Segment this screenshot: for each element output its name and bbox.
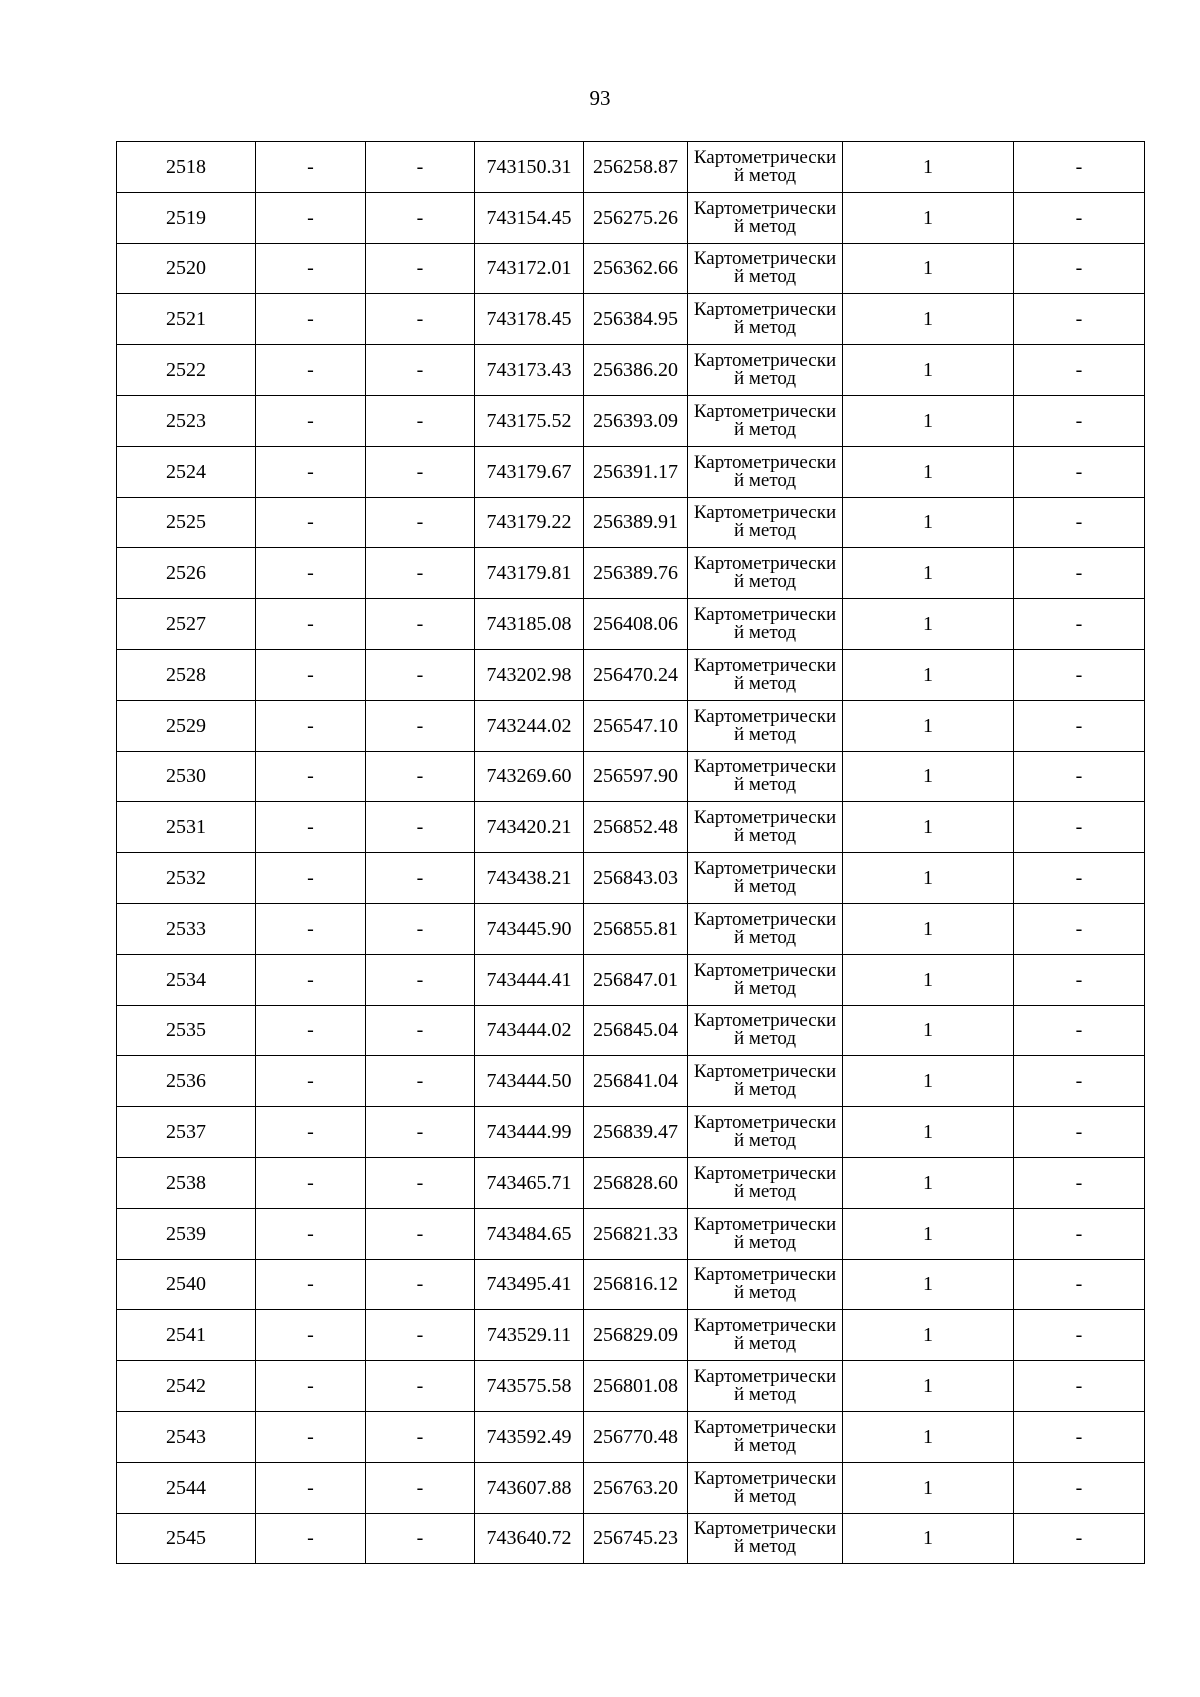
accuracy-cell: 1 bbox=[843, 243, 1014, 294]
point-number-cell: 2531 bbox=[117, 802, 256, 853]
description-cell: - bbox=[1014, 192, 1145, 243]
x-old-cell: - bbox=[256, 853, 366, 904]
y-old-cell: - bbox=[366, 802, 475, 853]
method-cell: Картометрический метод bbox=[688, 1310, 843, 1361]
x-old-cell: - bbox=[256, 142, 366, 193]
description-cell: - bbox=[1014, 903, 1145, 954]
method-cell: Картометрический метод bbox=[688, 1462, 843, 1513]
description-cell: - bbox=[1014, 294, 1145, 345]
point-number-cell: 2538 bbox=[117, 1157, 256, 1208]
description-cell: - bbox=[1014, 954, 1145, 1005]
table-row bbox=[117, 1513, 1145, 1564]
point-number-cell: 2540 bbox=[117, 1259, 256, 1310]
x-old-cell: - bbox=[256, 1208, 366, 1259]
method-cell: Картометрический метод bbox=[688, 751, 843, 802]
description-cell: - bbox=[1014, 1361, 1145, 1412]
x-old-cell: - bbox=[256, 700, 366, 751]
table-row bbox=[117, 649, 1145, 700]
y-old-cell: - bbox=[366, 294, 475, 345]
point-number-cell: 2545 bbox=[117, 1513, 256, 1564]
description-cell: - bbox=[1014, 1107, 1145, 1158]
y-old-cell: - bbox=[366, 1361, 475, 1412]
description-cell: - bbox=[1014, 802, 1145, 853]
y-coordinate-cell: 256408.06 bbox=[584, 599, 688, 650]
table-row bbox=[117, 802, 1145, 853]
x-coordinate-cell: 743484.65 bbox=[475, 1208, 584, 1259]
description-cell: - bbox=[1014, 345, 1145, 396]
y-coordinate-cell: 256816.12 bbox=[584, 1259, 688, 1310]
y-coordinate-cell: 256386.20 bbox=[584, 345, 688, 396]
method-cell: Картометрический метод bbox=[688, 548, 843, 599]
x-coordinate-cell: 743444.50 bbox=[475, 1056, 584, 1107]
x-old-cell: - bbox=[256, 345, 366, 396]
accuracy-cell: 1 bbox=[843, 1157, 1014, 1208]
x-coordinate-cell: 743154.45 bbox=[475, 192, 584, 243]
method-cell: Картометрический метод bbox=[688, 1361, 843, 1412]
table-row bbox=[117, 497, 1145, 548]
y-old-cell: - bbox=[366, 192, 475, 243]
table-row bbox=[117, 446, 1145, 497]
x-coordinate-cell: 743172.01 bbox=[475, 243, 584, 294]
x-coordinate-cell: 743444.99 bbox=[475, 1107, 584, 1158]
accuracy-cell: 1 bbox=[843, 853, 1014, 904]
x-old-cell: - bbox=[256, 599, 366, 650]
description-cell: - bbox=[1014, 599, 1145, 650]
description-cell: - bbox=[1014, 243, 1145, 294]
method-cell: Картометрический метод bbox=[688, 853, 843, 904]
y-coordinate-cell: 256801.08 bbox=[584, 1361, 688, 1412]
x-coordinate-cell: 743420.21 bbox=[475, 802, 584, 853]
y-coordinate-cell: 256384.95 bbox=[584, 294, 688, 345]
accuracy-cell: 1 bbox=[843, 294, 1014, 345]
x-old-cell: - bbox=[256, 294, 366, 345]
x-old-cell: - bbox=[256, 446, 366, 497]
method-cell: Картометрический метод bbox=[688, 243, 843, 294]
y-coordinate-cell: 256839.47 bbox=[584, 1107, 688, 1158]
x-old-cell: - bbox=[256, 751, 366, 802]
x-coordinate-cell: 743465.71 bbox=[475, 1157, 584, 1208]
accuracy-cell: 1 bbox=[843, 142, 1014, 193]
description-cell: - bbox=[1014, 700, 1145, 751]
point-number-cell: 2519 bbox=[117, 192, 256, 243]
accuracy-cell: 1 bbox=[843, 395, 1014, 446]
description-cell: - bbox=[1014, 1310, 1145, 1361]
description-cell: - bbox=[1014, 1157, 1145, 1208]
table-row bbox=[117, 294, 1145, 345]
table-row bbox=[117, 142, 1145, 193]
y-coordinate-cell: 256597.90 bbox=[584, 751, 688, 802]
x-old-cell: - bbox=[256, 1361, 366, 1412]
accuracy-cell: 1 bbox=[843, 1513, 1014, 1564]
x-old-cell: - bbox=[256, 1056, 366, 1107]
y-coordinate-cell: 256470.24 bbox=[584, 649, 688, 700]
x-old-cell: - bbox=[256, 497, 366, 548]
accuracy-cell: 1 bbox=[843, 446, 1014, 497]
x-coordinate-cell: 743529.11 bbox=[475, 1310, 584, 1361]
y-coordinate-cell: 256828.60 bbox=[584, 1157, 688, 1208]
method-cell: Картометрический метод bbox=[688, 802, 843, 853]
table-row bbox=[117, 192, 1145, 243]
x-coordinate-cell: 743444.41 bbox=[475, 954, 584, 1005]
point-number-cell: 2530 bbox=[117, 751, 256, 802]
accuracy-cell: 1 bbox=[843, 700, 1014, 751]
accuracy-cell: 1 bbox=[843, 192, 1014, 243]
page-number: 93 bbox=[589, 86, 611, 110]
description-cell: - bbox=[1014, 1005, 1145, 1056]
y-coordinate-cell: 256843.03 bbox=[584, 853, 688, 904]
method-cell: Картометрический метод bbox=[688, 294, 843, 345]
y-old-cell: - bbox=[366, 1462, 475, 1513]
x-old-cell: - bbox=[256, 649, 366, 700]
y-coordinate-cell: 256847.01 bbox=[584, 954, 688, 1005]
point-number-cell: 2528 bbox=[117, 649, 256, 700]
method-cell: Картометрический метод bbox=[688, 345, 843, 396]
accuracy-cell: 1 bbox=[843, 1208, 1014, 1259]
y-old-cell: - bbox=[366, 1005, 475, 1056]
y-coordinate-cell: 256770.48 bbox=[584, 1411, 688, 1462]
method-cell: Картометрический метод bbox=[688, 1208, 843, 1259]
description-cell: - bbox=[1014, 1411, 1145, 1462]
method-cell: Картометрический метод bbox=[688, 142, 843, 193]
description-cell: - bbox=[1014, 1513, 1145, 1564]
table-row bbox=[117, 853, 1145, 904]
method-cell: Картометрический метод bbox=[688, 599, 843, 650]
y-old-cell: - bbox=[366, 954, 475, 1005]
x-old-cell: - bbox=[256, 1107, 366, 1158]
y-old-cell: - bbox=[366, 395, 475, 446]
method-cell: Картометрический метод bbox=[688, 497, 843, 548]
y-old-cell: - bbox=[366, 1513, 475, 1564]
x-coordinate-cell: 743178.45 bbox=[475, 294, 584, 345]
description-cell: - bbox=[1014, 751, 1145, 802]
accuracy-cell: 1 bbox=[843, 649, 1014, 700]
accuracy-cell: 1 bbox=[843, 1107, 1014, 1158]
y-coordinate-cell: 256829.09 bbox=[584, 1310, 688, 1361]
description-cell: - bbox=[1014, 548, 1145, 599]
x-coordinate-cell: 743179.67 bbox=[475, 446, 584, 497]
y-coordinate-cell: 256389.76 bbox=[584, 548, 688, 599]
table-row bbox=[117, 903, 1145, 954]
point-number-cell: 2539 bbox=[117, 1208, 256, 1259]
description-cell: - bbox=[1014, 1056, 1145, 1107]
x-old-cell: - bbox=[256, 395, 366, 446]
accuracy-cell: 1 bbox=[843, 1005, 1014, 1056]
y-coordinate-cell: 256763.20 bbox=[584, 1462, 688, 1513]
x-coordinate-cell: 743179.81 bbox=[475, 548, 584, 599]
y-old-cell: - bbox=[366, 497, 475, 548]
point-number-cell: 2526 bbox=[117, 548, 256, 599]
x-old-cell: - bbox=[256, 802, 366, 853]
x-coordinate-cell: 743202.98 bbox=[475, 649, 584, 700]
accuracy-cell: 1 bbox=[843, 548, 1014, 599]
method-cell: Картометрический метод bbox=[688, 903, 843, 954]
x-coordinate-cell: 743175.52 bbox=[475, 395, 584, 446]
method-cell: Картометрический метод bbox=[688, 954, 843, 1005]
y-coordinate-cell: 256275.26 bbox=[584, 192, 688, 243]
x-coordinate-cell: 743592.49 bbox=[475, 1411, 584, 1462]
y-coordinate-cell: 256547.10 bbox=[584, 700, 688, 751]
y-old-cell: - bbox=[366, 1310, 475, 1361]
table-row bbox=[117, 345, 1145, 396]
point-number-cell: 2532 bbox=[117, 853, 256, 904]
x-old-cell: - bbox=[256, 243, 366, 294]
method-cell: Картометрический метод bbox=[688, 395, 843, 446]
accuracy-cell: 1 bbox=[843, 1462, 1014, 1513]
method-cell: Картометрический метод bbox=[688, 1513, 843, 1564]
table-row bbox=[117, 954, 1145, 1005]
point-number-cell: 2521 bbox=[117, 294, 256, 345]
table-row bbox=[117, 1056, 1145, 1107]
table-row bbox=[117, 751, 1145, 802]
table-row bbox=[117, 1157, 1145, 1208]
table-row bbox=[117, 395, 1145, 446]
description-cell: - bbox=[1014, 853, 1145, 904]
point-number-cell: 2534 bbox=[117, 954, 256, 1005]
table-row bbox=[117, 1208, 1145, 1259]
description-cell: - bbox=[1014, 446, 1145, 497]
y-old-cell: - bbox=[366, 446, 475, 497]
y-old-cell: - bbox=[366, 903, 475, 954]
method-cell: Картометрический метод bbox=[688, 1005, 843, 1056]
x-coordinate-cell: 743444.02 bbox=[475, 1005, 584, 1056]
point-number-cell: 2524 bbox=[117, 446, 256, 497]
x-old-cell: - bbox=[256, 548, 366, 599]
x-old-cell: - bbox=[256, 1259, 366, 1310]
accuracy-cell: 1 bbox=[843, 802, 1014, 853]
point-number-cell: 2520 bbox=[117, 243, 256, 294]
y-coordinate-cell: 256258.87 bbox=[584, 142, 688, 193]
y-old-cell: - bbox=[366, 548, 475, 599]
point-number-cell: 2518 bbox=[117, 142, 256, 193]
y-coordinate-cell: 256841.04 bbox=[584, 1056, 688, 1107]
coordinates-table bbox=[116, 141, 1145, 1564]
accuracy-cell: 1 bbox=[843, 497, 1014, 548]
y-coordinate-cell: 256391.17 bbox=[584, 446, 688, 497]
method-cell: Картометрический метод bbox=[688, 649, 843, 700]
x-coordinate-cell: 743445.90 bbox=[475, 903, 584, 954]
x-old-cell: - bbox=[256, 192, 366, 243]
y-coordinate-cell: 256852.48 bbox=[584, 802, 688, 853]
x-old-cell: - bbox=[256, 954, 366, 1005]
y-coordinate-cell: 256845.04 bbox=[584, 1005, 688, 1056]
point-number-cell: 2529 bbox=[117, 700, 256, 751]
y-old-cell: - bbox=[366, 853, 475, 904]
description-cell: - bbox=[1014, 1259, 1145, 1310]
table-row bbox=[117, 1310, 1145, 1361]
y-old-cell: - bbox=[366, 1259, 475, 1310]
point-number-cell: 2536 bbox=[117, 1056, 256, 1107]
x-coordinate-cell: 743495.41 bbox=[475, 1259, 584, 1310]
x-old-cell: - bbox=[256, 1462, 366, 1513]
table-row bbox=[117, 1361, 1145, 1412]
x-coordinate-cell: 743150.31 bbox=[475, 142, 584, 193]
table-row bbox=[117, 700, 1145, 751]
y-old-cell: - bbox=[366, 1208, 475, 1259]
method-cell: Картометрический метод bbox=[688, 192, 843, 243]
method-cell: Картометрический метод bbox=[688, 1157, 843, 1208]
x-coordinate-cell: 743244.02 bbox=[475, 700, 584, 751]
table-row bbox=[117, 599, 1145, 650]
y-coordinate-cell: 256389.91 bbox=[584, 497, 688, 548]
accuracy-cell: 1 bbox=[843, 903, 1014, 954]
method-cell: Картометрический метод bbox=[688, 1259, 843, 1310]
point-number-cell: 2541 bbox=[117, 1310, 256, 1361]
x-coordinate-cell: 743269.60 bbox=[475, 751, 584, 802]
method-cell: Картометрический метод bbox=[688, 446, 843, 497]
accuracy-cell: 1 bbox=[843, 1411, 1014, 1462]
y-coordinate-cell: 256362.66 bbox=[584, 243, 688, 294]
description-cell: - bbox=[1014, 1208, 1145, 1259]
y-old-cell: - bbox=[366, 1056, 475, 1107]
point-number-cell: 2527 bbox=[117, 599, 256, 650]
table-row bbox=[117, 1462, 1145, 1513]
x-old-cell: - bbox=[256, 1513, 366, 1564]
accuracy-cell: 1 bbox=[843, 1259, 1014, 1310]
x-old-cell: - bbox=[256, 903, 366, 954]
point-number-cell: 2533 bbox=[117, 903, 256, 954]
y-old-cell: - bbox=[366, 243, 475, 294]
y-old-cell: - bbox=[366, 751, 475, 802]
x-coordinate-cell: 743179.22 bbox=[475, 497, 584, 548]
x-old-cell: - bbox=[256, 1005, 366, 1056]
x-old-cell: - bbox=[256, 1411, 366, 1462]
y-old-cell: - bbox=[366, 1107, 475, 1158]
y-old-cell: - bbox=[366, 1157, 475, 1208]
method-cell: Картометрический метод bbox=[688, 1411, 843, 1462]
point-number-cell: 2535 bbox=[117, 1005, 256, 1056]
x-coordinate-cell: 743438.21 bbox=[475, 853, 584, 904]
y-coordinate-cell: 256393.09 bbox=[584, 395, 688, 446]
description-cell: - bbox=[1014, 1462, 1145, 1513]
table-row bbox=[117, 1107, 1145, 1158]
x-old-cell: - bbox=[256, 1157, 366, 1208]
accuracy-cell: 1 bbox=[843, 1310, 1014, 1361]
x-coordinate-cell: 743575.58 bbox=[475, 1361, 584, 1412]
method-cell: Картометрический метод bbox=[688, 700, 843, 751]
table-row bbox=[117, 1005, 1145, 1056]
accuracy-cell: 1 bbox=[843, 599, 1014, 650]
y-old-cell: - bbox=[366, 345, 475, 396]
accuracy-cell: 1 bbox=[843, 1056, 1014, 1107]
y-old-cell: - bbox=[366, 700, 475, 751]
y-old-cell: - bbox=[366, 599, 475, 650]
x-coordinate-cell: 743173.43 bbox=[475, 345, 584, 396]
accuracy-cell: 1 bbox=[843, 954, 1014, 1005]
table-row bbox=[117, 548, 1145, 599]
method-cell: Картометрический метод bbox=[688, 1107, 843, 1158]
point-number-cell: 2542 bbox=[117, 1361, 256, 1412]
x-coordinate-cell: 743640.72 bbox=[475, 1513, 584, 1564]
accuracy-cell: 1 bbox=[843, 345, 1014, 396]
table-body bbox=[117, 142, 1145, 1564]
y-old-cell: - bbox=[366, 142, 475, 193]
point-number-cell: 2525 bbox=[117, 497, 256, 548]
point-number-cell: 2537 bbox=[117, 1107, 256, 1158]
accuracy-cell: 1 bbox=[843, 1361, 1014, 1412]
x-coordinate-cell: 743185.08 bbox=[475, 599, 584, 650]
method-cell: Картометрический метод bbox=[688, 1056, 843, 1107]
y-old-cell: - bbox=[366, 1411, 475, 1462]
y-coordinate-cell: 256855.81 bbox=[584, 903, 688, 954]
point-number-cell: 2523 bbox=[117, 395, 256, 446]
point-number-cell: 2522 bbox=[117, 345, 256, 396]
y-coordinate-cell: 256821.33 bbox=[584, 1208, 688, 1259]
description-cell: - bbox=[1014, 649, 1145, 700]
description-cell: - bbox=[1014, 395, 1145, 446]
accuracy-cell: 1 bbox=[843, 751, 1014, 802]
description-cell: - bbox=[1014, 497, 1145, 548]
table-row bbox=[117, 243, 1145, 294]
x-coordinate-cell: 743607.88 bbox=[475, 1462, 584, 1513]
point-number-cell: 2544 bbox=[117, 1462, 256, 1513]
table-row bbox=[117, 1259, 1145, 1310]
description-cell: - bbox=[1014, 142, 1145, 193]
y-coordinate-cell: 256745.23 bbox=[584, 1513, 688, 1564]
table-row bbox=[117, 1411, 1145, 1462]
point-number-cell: 2543 bbox=[117, 1411, 256, 1462]
x-old-cell: - bbox=[256, 1310, 366, 1361]
y-old-cell: - bbox=[366, 649, 475, 700]
